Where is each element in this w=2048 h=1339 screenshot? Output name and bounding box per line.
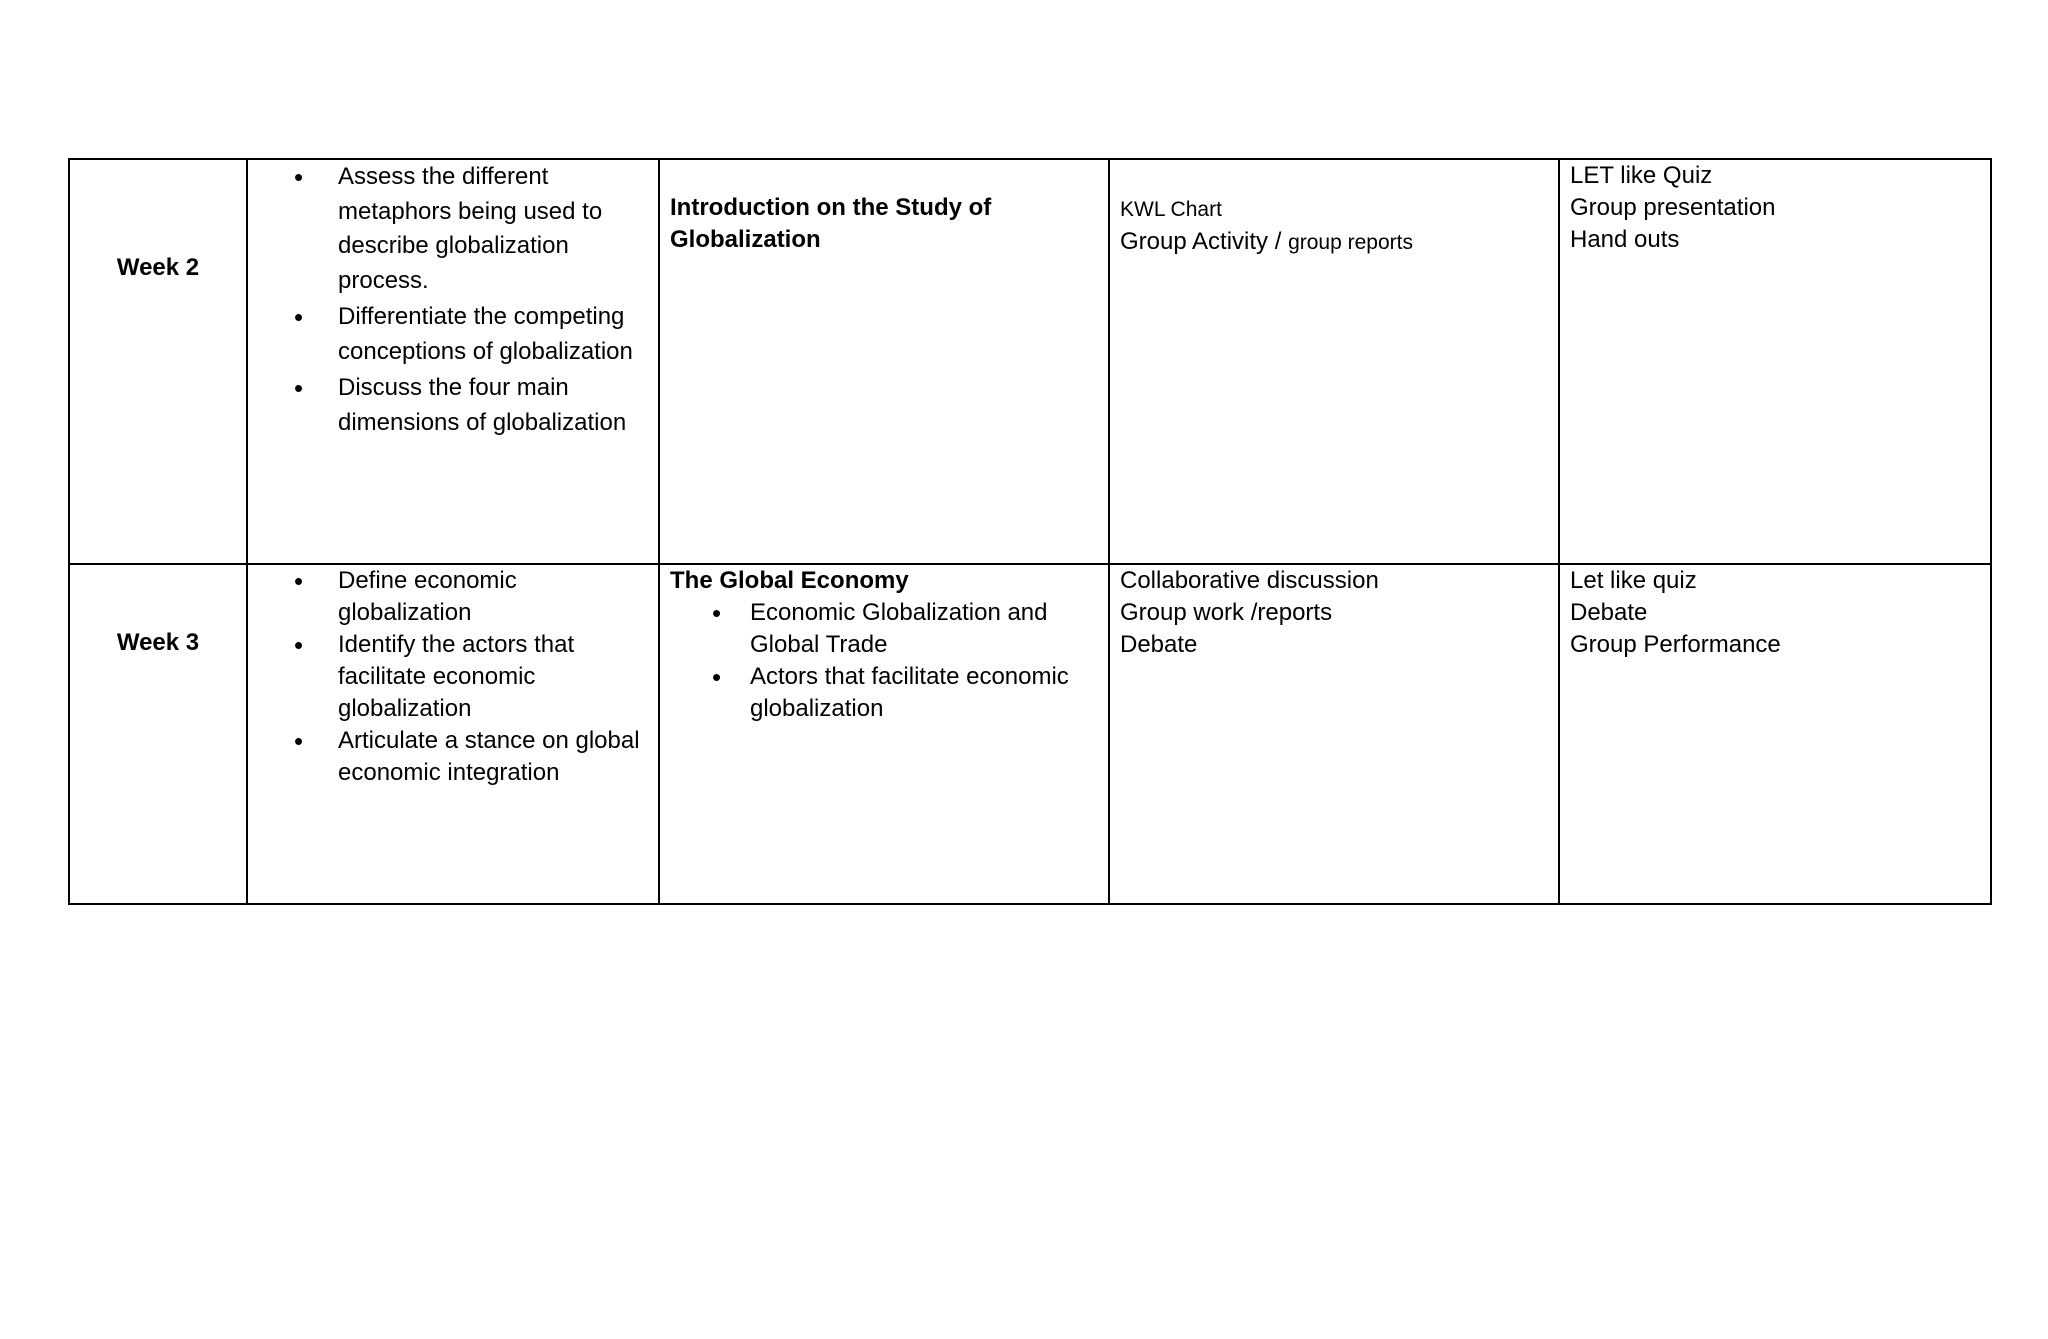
activity-item: Debate [1120, 631, 1198, 658]
objective-item: • Identify the actors that facilitate economic globalization [258, 629, 648, 725]
objectives-cell [247, 159, 659, 564]
objective-item: • Articulate a stance on global economic integration [258, 725, 648, 789]
activity-text: Group Activity / [1120, 228, 1289, 255]
syllabus-table [68, 158, 1992, 905]
activities-cell [1109, 564, 1559, 904]
activity-item [1120, 226, 1548, 259]
activity-item: Collaborative discussion [1120, 567, 1379, 594]
activity-text-small: group reports [1288, 231, 1413, 254]
objective-item: • Discuss the four main dimensions of globalization [258, 371, 648, 440]
table-row-week-3 [69, 564, 1991, 904]
assessment-cell [1559, 159, 1991, 564]
objectives-cell [247, 564, 659, 904]
assessment-item: Group presentation [1570, 194, 1776, 221]
activities-cell [1109, 159, 1559, 564]
topic-list [670, 597, 1098, 725]
assessment-item: Group Performance [1570, 631, 1781, 658]
assessment-item: Debate [1570, 599, 1648, 626]
topic-item: • Economic Globalization and Global Trade [670, 597, 1098, 661]
topic-item: • Actors that facilitate economic globalization [670, 661, 1098, 725]
objective-item: • Assess the different metaphors being used to describe globalization process. [258, 160, 648, 298]
week-label: Week 3 [69, 564, 247, 904]
objective-item: • Define economic globalization [258, 565, 648, 629]
activity-item: KWL Chart [1120, 198, 1222, 221]
assessment-item: LET like Quiz [1570, 162, 1713, 189]
topic-cell [659, 564, 1109, 904]
week-label: Week 2 [69, 159, 247, 564]
objective-item: • Differentiate the competing conceptions of globalization [258, 300, 648, 369]
assessment-item: Let like quiz [1570, 567, 1697, 594]
topic-title: The Global Economy [670, 567, 909, 594]
table-row-week-2 [69, 159, 1991, 564]
topic-cell [659, 159, 1109, 564]
assessment-cell [1559, 564, 1991, 904]
activity-item: Group work /reports [1120, 599, 1333, 626]
topic-title: Introduction on the Study of Globalization [670, 194, 992, 253]
assessment-item: Hand outs [1570, 226, 1680, 253]
objectives-list [258, 160, 648, 440]
objectives-list [258, 565, 648, 789]
